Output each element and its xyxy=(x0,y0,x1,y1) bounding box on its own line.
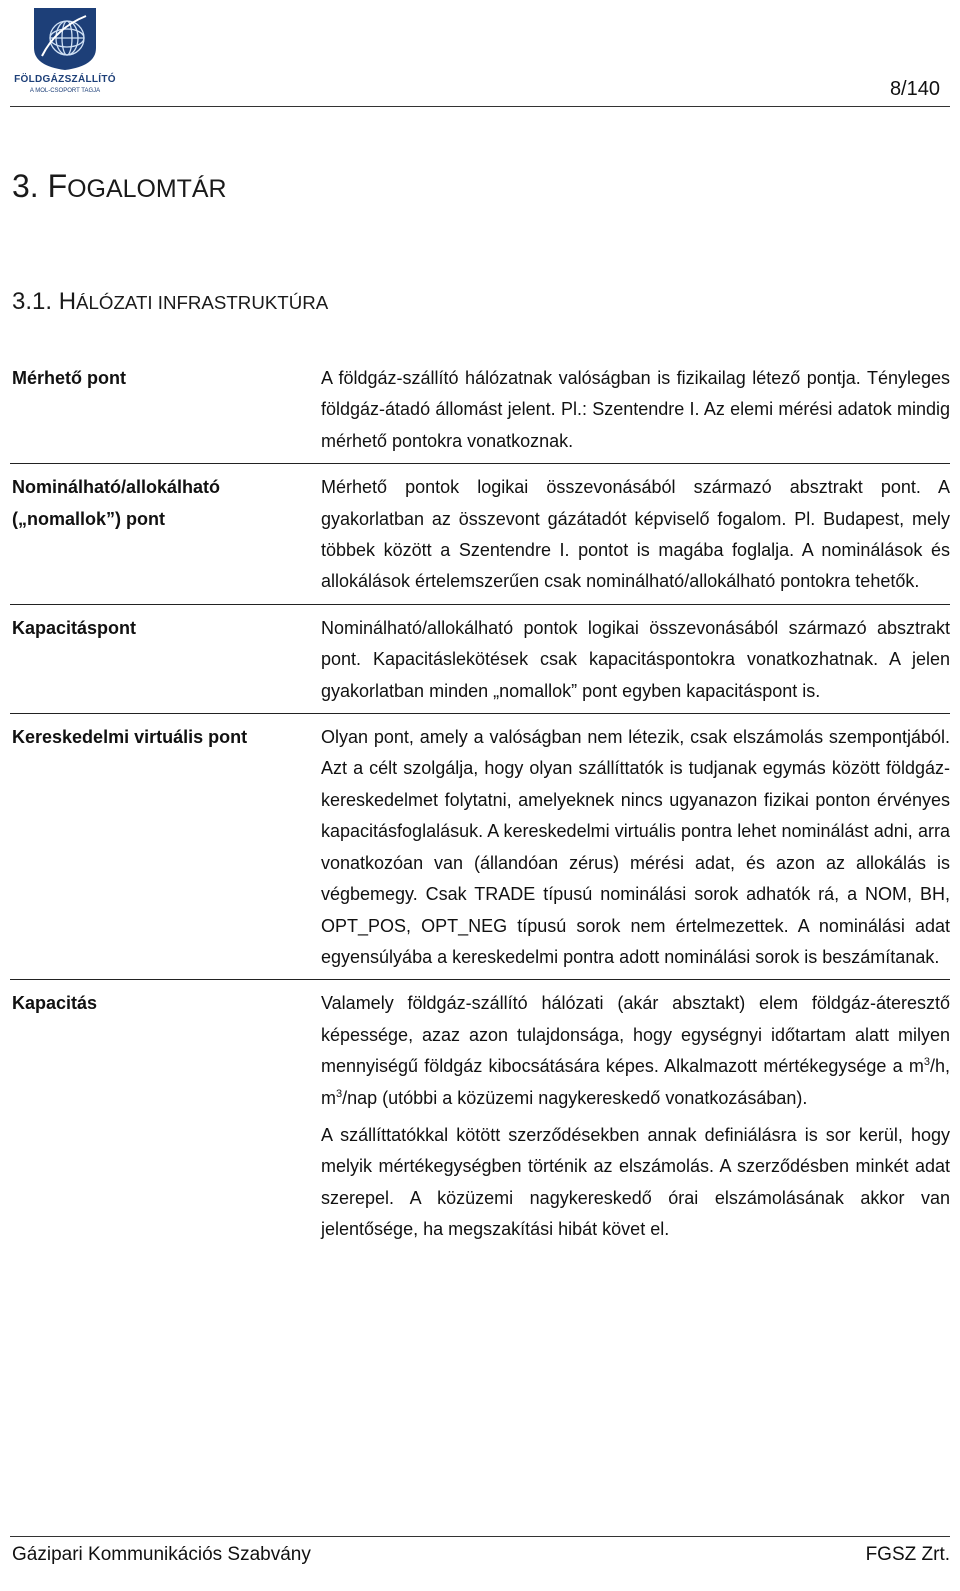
page-header xyxy=(0,0,960,110)
glossary-row xyxy=(10,980,950,1252)
glossary-definition: Nominálható/allokálható pontok logikai összevonásából származó absztrakt pont. Kapacitáslekötések csak kapacitáspontokra vonatkozhatnak. A jelen gyakorlatban minden „nomallok” pont egyben kapacitáspont is. xyxy=(321,604,950,713)
glossary-row xyxy=(10,355,950,464)
glossary-term: Kapacitáspont xyxy=(10,604,321,713)
definition-paragraph: A szállíttatókkal kötött szerződésekben annak definiálásra is sor kerül, hogy melyik mértékegységben történik az elszámolás. A szerződésben minkét adat szerepel. A közüzemi nagykereskedő órai elszámolásának akkor van jelentősége, ha megszakítási hibát követ el. xyxy=(321,1124,950,1240)
glossary-definition: A földgáz-szállító hálózatnak valóságban is fizikailag létező pontja. Tényleges földgáz-átadó állomást jelent. Pl.: Szentendre I. Az elemi mérési adatok mindig mérhető pontokra vonatkoznak. xyxy=(321,368,950,451)
glossary-row xyxy=(10,464,950,605)
chapter-title-initial: F xyxy=(47,168,68,204)
section-title-initial: H xyxy=(58,288,77,315)
glossary-table xyxy=(10,355,950,1252)
definition-paragraph xyxy=(321,988,950,1114)
section-title-rest: ÁLÓZATI INFRASTRUKTÚRA xyxy=(76,292,329,313)
definition-text: /h, m xyxy=(321,1056,950,1108)
glossary-term: Kereskedelmi virtuális pont xyxy=(10,714,321,980)
footer-document-title: Gázipari Kommunikációs Szabvány xyxy=(12,1544,311,1565)
logo-wordmark: FÖLDGÁZSZÁLLÍTÓ xyxy=(14,74,116,85)
glossary-definition: Mérhető pontok logikai összevonásából származó absztrakt pont. A gyakorlatban az összevont gázátadót képviselő fogalom. Pl. Budapest, mely többek között a Szentendre I. pontot is magába foglalja. A nominálások és allokálások értelemszerűen csak nominálható/allokálható pontokra tehetők. xyxy=(321,464,950,605)
chapter-title-rest: OGALOMTÁR xyxy=(67,175,227,203)
section-number: 3.1. xyxy=(12,288,53,315)
page-footer xyxy=(10,1536,950,1576)
glossary-definition: Olyan pont, amely a valóságban nem létezik, csak elszámolás szempontjából. Azt a célt szolgálja, hogy olyan szállíttatók is tudjanak egymás között földgáz-kereskedelmet folytatni, amelyeknek nincs ugyanazon fizikai ponton érvényes kapacitásfoglalásuk. A kereskedelmi virtuális pontra lehet nominálást adni, arra vonatkozóan van (állandóan zérus) mérési adat, és azon az allokálás is végbemegy. Csak TRADE típusú nominálási sorok adhatók rá, a NOM, BH, OPT_POS, OPT_NEG típusú sorok nem értelmezettek. A nominálási adat egyensúlyába a kereskedelmi pontra adott nominálási sorok is beszámítanak. xyxy=(321,714,950,980)
superscript: 3 xyxy=(336,1087,343,1100)
company-logo xyxy=(10,8,120,100)
glossary-term: Mérhető pont xyxy=(12,368,126,388)
footer-company: FGSZ Zrt. xyxy=(865,1544,950,1565)
definition-text: /nap (utóbbi a közüzemi nagykereskedő vonatkozásában). xyxy=(342,1087,808,1108)
chapter-heading xyxy=(12,168,227,205)
glossary-term-line: Nominálható/allokálható xyxy=(12,477,221,498)
footer-divider xyxy=(10,1536,950,1537)
superscript: 3 xyxy=(923,1056,930,1069)
section-heading xyxy=(12,288,328,316)
glossary-term: Kapacitás xyxy=(10,980,321,1252)
glossary-term xyxy=(10,464,321,605)
header-divider xyxy=(10,106,950,107)
definition-text: Valamely földgáz-szállító hálózati (akár absztakt) elem földgáz-áteresztő képessége, azaz azon tulajdonsága, hogy egységnyi időtartam alatt milyen mennyiségű földgáz kibocsátására képes. Alkalmazott mértékegysége a m xyxy=(321,993,950,1077)
logo-tagline: A MOL-CSOPORT TAGJA xyxy=(29,88,101,94)
globe-emblem-icon xyxy=(34,8,96,70)
chapter-number: 3. xyxy=(12,168,39,204)
glossary-row xyxy=(10,714,950,980)
glossary-row xyxy=(10,604,950,713)
glossary-term-line: („nomallok”) pont xyxy=(12,508,165,529)
glossary-definition xyxy=(321,980,950,1252)
page-number: 8/140 xyxy=(889,78,940,100)
